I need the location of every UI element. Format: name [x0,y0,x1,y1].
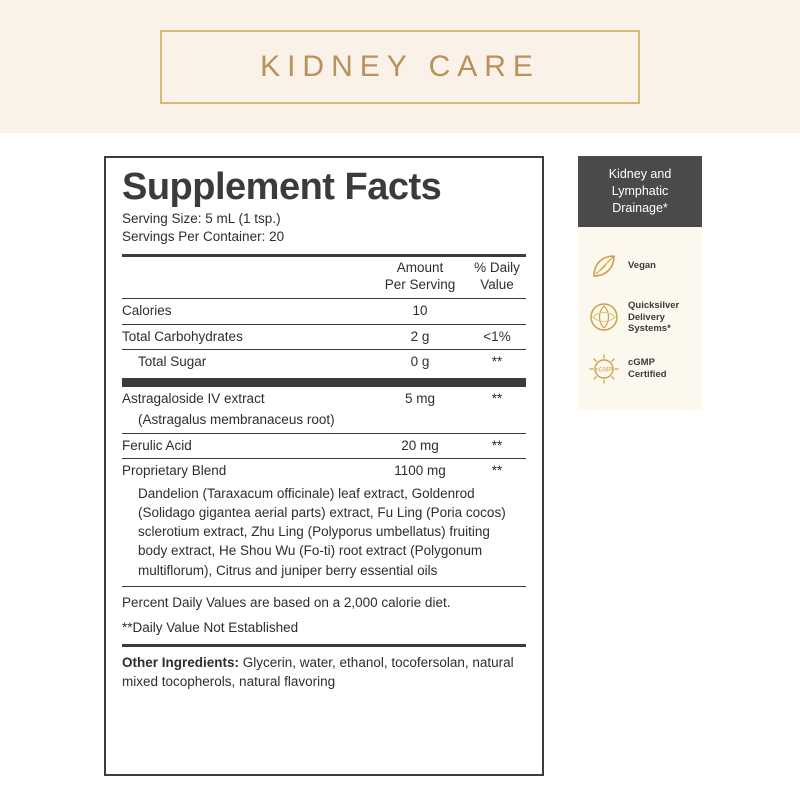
servings-per-container: Servings Per Container: 20 [122,229,285,245]
nutrient-name: Total Carbohydrates [122,328,243,344]
dv-not-established-note: **Daily Value Not Established [122,620,299,636]
nutrient-name: Astragaloside IV extract [122,390,265,406]
dv-header-line2: Value [480,277,514,293]
page-header [0,0,800,133]
svg-text:cGMP: cGMP [595,367,613,374]
quicksilver-delivery-icon [588,301,620,333]
nutrient-name: Total Sugar [138,354,207,370]
badge-header-line2: Lymphatic [611,183,669,198]
nutrient-name: Proprietary Blend [122,463,227,479]
nutrient-dv: ** [491,463,503,479]
other-ingredients-label: Other Ingredients: [122,654,240,670]
cgmp-line1: cGMP [628,357,655,369]
table-row [122,299,526,324]
other-ingredients-text: Glycerin, water, ethanol, tocofersolan, natural mixed tocopherols, natural flavoring [122,654,514,690]
other-ingredients [122,647,526,692]
nutrient-amount: 2 g [410,328,430,344]
nutrient-dv: ** [491,390,503,406]
badge-label-vegan: Vegan [628,259,656,271]
amount-header-line1: Amount [396,260,444,276]
main-content [0,133,800,800]
nutrient-amount: 0 g [410,354,430,370]
nutrient-name: Ferulic Acid [122,437,192,453]
nutrient-amount: 10 [412,303,428,319]
nutrient-name: Calories [122,303,172,319]
nutrient-dv: ** [491,354,503,370]
table-column-headers [122,257,526,298]
table-row [122,434,526,459]
badge-item-vegan [578,241,702,291]
header-frame [160,30,640,104]
blend-description: Dandelion (Taraxacum officinale) leaf extract, Goldenrod (Solidago gigantea aerial parts) extract, Fu Ling (Poria cocos) sclerotium extract, Zhu Ling (Polyporus umbellatus) fruiting body extract, He Shou Wu (Fo-ti) root extract (Polygonum multiflorum), Citrus and juniper berry essential oils [138,485,506,578]
supplement-facts-panel [104,156,544,776]
nutrient-dv: ** [491,437,503,453]
amount-header-line2: Per Serving [384,277,456,293]
table-row [122,387,526,412]
delivery-line2: Delivery [628,311,665,323]
table-row-subtext [122,411,526,433]
table-row [122,459,526,484]
badge-label-cgmp [628,357,667,381]
nutrient-amount: 1100 mg [394,463,446,479]
badge-item-cgmp [578,344,702,394]
cgmp-line2: Certified [628,369,667,381]
nutrient-source: (Astragalus membranaceus root) [138,412,335,428]
supplement-facts-title: Supplement Facts [122,166,442,208]
dv-header-line1: % Daily [474,260,520,276]
cgmp-seal-icon [588,353,620,385]
nutrient-amount: 5 mg [404,390,435,406]
divider-thick [122,378,526,387]
badge-label-delivery-systems [628,300,679,336]
delivery-line1: Quicksilver [628,299,680,311]
serving-size: Serving Size: 5 mL (1 tsp.) [122,210,281,226]
page-title: KIDNEY CARE [260,49,540,83]
badge-header [578,156,702,227]
badge-list [578,227,702,411]
nutrient-dv: <1% [483,328,511,344]
leaf-icon [588,250,620,282]
nutrient-amount: 20 mg [401,437,439,453]
badge-item-delivery-systems [578,291,702,345]
badge-header-line3: Drainage* [612,200,668,215]
table-row [122,325,526,350]
table-row [122,350,526,375]
daily-value-note: Percent Daily Values are based on a 2,000 calorie diet. [122,594,451,610]
delivery-line3: Systems* [628,323,671,335]
badge-column [578,156,702,410]
badge-header-line1: Kidney and [608,167,672,181]
